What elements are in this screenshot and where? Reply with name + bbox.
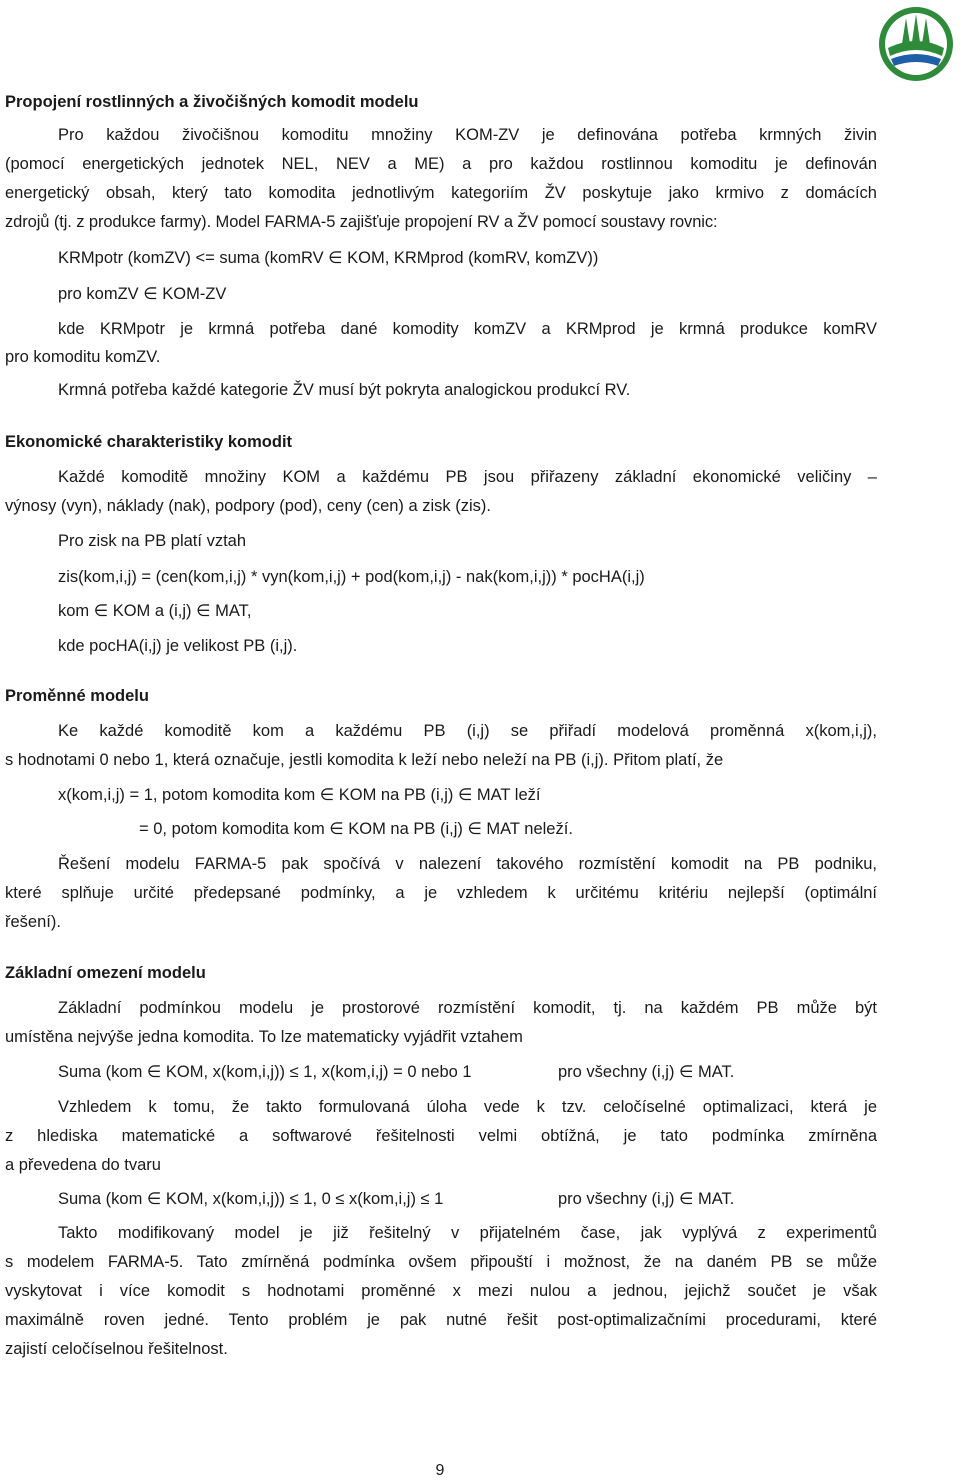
paragraph-line: které splňuje určité předepsané podmínky, a je vzhledem k určitému kritériu nejlepší (optimální bbox=[5, 884, 877, 902]
paragraph-line: řešení). bbox=[5, 913, 61, 931]
paragraph-line: maximálně roven jedné. Tento problém je pak nutné řešit post-optimalizačními procedurami, které bbox=[5, 1311, 877, 1329]
equation: Suma (kom ∈ KOM, x(kom,i,j)) ≤ 1, 0 ≤ x(kom,i,j) ≤ 1 bbox=[58, 1190, 444, 1208]
section-heading-promenne: Proměnné modelu bbox=[5, 687, 149, 705]
equation: kde pocHA(i,j) je velikost PB (i,j). bbox=[58, 637, 298, 655]
section-heading-propojeni: Propojení rostlinných a živočišných komodit modelu bbox=[5, 93, 419, 111]
paragraph-line: vyskytovat i více komodit s hodnotami proměnné x mezi nulou a jednou, jejichž součet je však bbox=[5, 1282, 877, 1300]
paragraph-line: Takto modifikovaný model je již řešitelný v přijatelném čase, jak vyplývá z experimentů bbox=[58, 1224, 877, 1242]
paragraph-line: energetický obsah, který tato komodita jednotlivým kategoriím ŽV poskytuje jako krmivo z domácích bbox=[5, 184, 877, 202]
equation: pro všechny (i,j) ∈ MAT. bbox=[558, 1063, 735, 1081]
paragraph-line: Pro zisk na PB platí vztah bbox=[58, 532, 247, 550]
page-number: 9 bbox=[435, 1462, 445, 1479]
equation: kom ∈ KOM a (i,j) ∈ MAT, bbox=[58, 602, 252, 620]
equation: KRMpotr (komZV) <= suma (komRV ∈ KOM, KRMprod (komRV, komZV)) bbox=[58, 249, 599, 267]
paragraph-line: a převedena do tvaru bbox=[5, 1156, 161, 1174]
paragraph-line: z hlediska matematické a softwarové řešitelnosti velmi obtížná, je tato podmínka zmírněna bbox=[5, 1127, 877, 1145]
equation: = 0, potom komodita kom ∈ KOM na PB (i,j) ∈ MAT neleží. bbox=[139, 820, 573, 838]
agriculture-logo-icon bbox=[876, 4, 956, 84]
paragraph-line: (pomocí energetických jednotek NEL, NEV a ME) a pro každou rostlinnou komoditu je definován bbox=[5, 155, 877, 173]
equation: zis(kom,i,j) = (cen(kom,i,j) * vyn(kom,i,j) + pod(kom,i,j) - nak(kom,i,j)) * pocHA(i,j) bbox=[58, 568, 645, 586]
paragraph-line: s modelem FARMA-5. Tato zmírněná podmínka ovšem připouští i možnost, že na daném PB se může bbox=[5, 1253, 877, 1271]
equation: Suma (kom ∈ KOM, x(kom,i,j)) ≤ 1, x(kom,i,j) = 0 nebo 1 bbox=[58, 1063, 472, 1081]
paragraph-line: Pro každou živočišnou komoditu množiny KOM-ZV je definována potřeba krmných živin bbox=[58, 126, 877, 144]
paragraph-line: zajistí celočíselnou řešitelnost. bbox=[5, 1340, 228, 1358]
paragraph-line: pro komoditu komZV. bbox=[5, 348, 161, 366]
section-heading-zakladni-omezeni: Základní omezení modelu bbox=[5, 964, 206, 982]
paragraph-line: kde KRMpotr je krmná potřeba dané komodity komZV a KRMprod je krmná produkce komRV bbox=[58, 320, 877, 338]
section-heading-ekonomicke: Ekonomické charakteristiky komodit bbox=[5, 433, 293, 451]
paragraph-line: s hodnotami 0 nebo 1, která označuje, jestli komodita k leží nebo neleží na PB (i,j). Přitom platí, že bbox=[5, 751, 724, 769]
paragraph-line: Krmná potřeba každé kategorie ŽV musí být pokryta analogickou produkcí RV. bbox=[58, 381, 631, 399]
paragraph-line: Základní podmínkou modelu je prostorové rozmístění komodit, tj. na každém PB může být bbox=[58, 999, 877, 1017]
paragraph-line: výnosy (vyn), náklady (nak), podpory (pod), ceny (cen) a zisk (zis). bbox=[5, 497, 492, 515]
equation: pro komZV ∈ KOM-ZV bbox=[58, 285, 227, 303]
paragraph-line: zdrojů (tj. z produkce farmy). Model FARMA-5 zajišťuje propojení RV a ŽV pomocí soustavy rovnic: bbox=[5, 213, 718, 231]
equation: x(kom,i,j) = 1, potom komodita kom ∈ KOM na PB (i,j) ∈ MAT leží bbox=[58, 786, 541, 804]
paragraph-line: umístěna nejvýše jedna komodita. To lze matematicky vyjádřit vztahem bbox=[5, 1028, 523, 1046]
equation: pro všechny (i,j) ∈ MAT. bbox=[558, 1190, 735, 1208]
paragraph-line: Ke každé komoditě kom a každému PB (i,j) se přiřadí modelová proměnná x(kom,i,j), bbox=[58, 722, 877, 740]
paragraph-line: Vzhledem k tomu, že takto formulovaná úloha vede k tzv. celočíselné optimalizaci, která je bbox=[58, 1098, 877, 1116]
paragraph-line: Každé komoditě množiny KOM a každému PB jsou přiřazeny základní ekonomické veličiny – bbox=[58, 468, 877, 486]
paragraph-line: Řešení modelu FARMA-5 pak spočívá v nalezení takového rozmístění komodit na PB podniku, bbox=[58, 855, 877, 873]
